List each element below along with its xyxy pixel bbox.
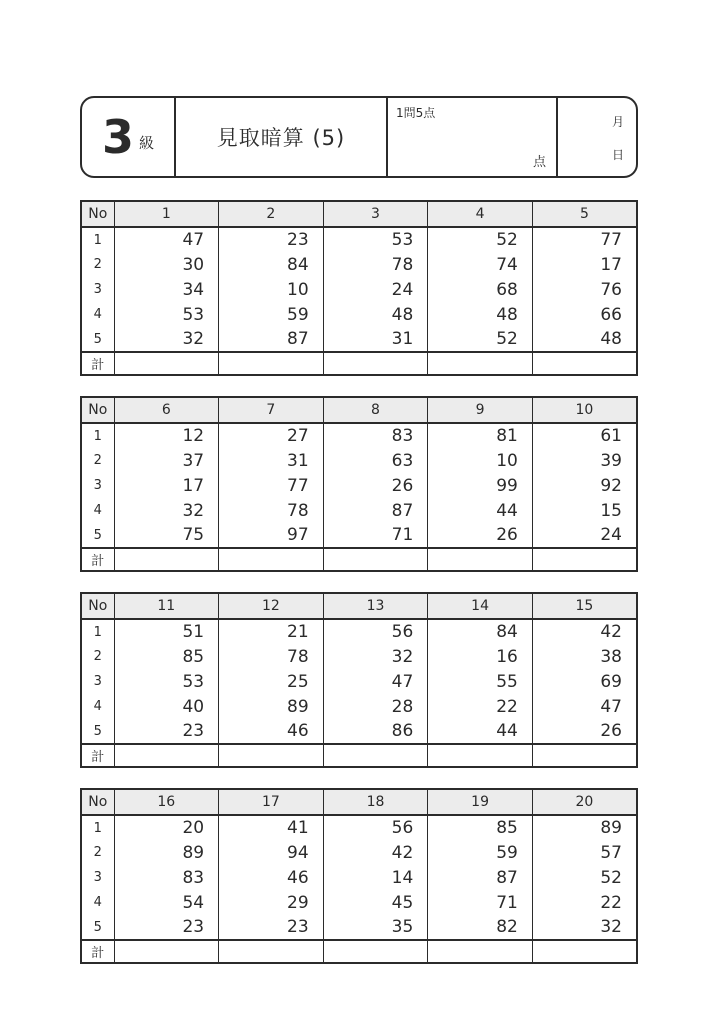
row-number-label: 4 (81, 302, 114, 327)
operand-value: 38 (532, 644, 637, 669)
table-row (81, 523, 637, 548)
row-number-label: 3 (81, 865, 114, 890)
problem-number-header: 8 (323, 397, 428, 423)
points-per-question-note: 1問5点 (396, 106, 436, 120)
level-cell (82, 98, 174, 176)
operand-value: 48 (323, 302, 428, 327)
row-number-label: 4 (81, 498, 114, 523)
operand-value: 25 (219, 669, 324, 694)
row-number-label: 5 (81, 719, 114, 744)
table-row (81, 423, 637, 448)
operand-value: 85 (428, 815, 533, 840)
row-number-label: 5 (81, 523, 114, 548)
operand-value: 44 (428, 498, 533, 523)
operand-value: 71 (428, 890, 533, 915)
operand-value: 46 (219, 865, 324, 890)
operand-value: 31 (323, 327, 428, 352)
no-column-header: No (81, 789, 114, 815)
operand-value: 10 (428, 448, 533, 473)
operand-value: 57 (532, 840, 637, 865)
operand-value: 24 (532, 523, 637, 548)
problem-number-header: 14 (428, 593, 533, 619)
operand-value: 48 (428, 302, 533, 327)
operand-value: 24 (323, 277, 428, 302)
operand-value: 44 (428, 719, 533, 744)
row-number-label: 5 (81, 327, 114, 352)
answer-cell (532, 352, 637, 375)
table-row (81, 473, 637, 498)
operand-value: 27 (219, 423, 324, 448)
operand-value: 34 (114, 277, 219, 302)
operand-value: 23 (219, 915, 324, 940)
table-row (81, 915, 637, 940)
operand-value: 41 (219, 815, 324, 840)
table-row (81, 890, 637, 915)
problem-number-header: 6 (114, 397, 219, 423)
operand-value: 84 (219, 252, 324, 277)
problem-number-header: 5 (532, 201, 637, 227)
answer-cell (532, 548, 637, 571)
no-column-header: No (81, 593, 114, 619)
operand-value: 89 (532, 815, 637, 840)
month-label: 月 (611, 115, 624, 129)
operand-value: 56 (323, 619, 428, 644)
operand-value: 20 (114, 815, 219, 840)
operand-value: 92 (532, 473, 637, 498)
answer-cell (428, 548, 533, 571)
operand-value: 82 (428, 915, 533, 940)
row-number-label: 2 (81, 448, 114, 473)
operand-value: 54 (114, 890, 219, 915)
operand-value: 63 (323, 448, 428, 473)
answer-cell (323, 940, 428, 963)
answer-cell (219, 548, 324, 571)
answer-cell (532, 940, 637, 963)
operand-value: 52 (532, 865, 637, 890)
operand-value: 37 (114, 448, 219, 473)
operand-value: 32 (114, 498, 219, 523)
operand-value: 30 (114, 252, 219, 277)
total-row-label: 計 (81, 940, 114, 963)
operand-value: 47 (323, 669, 428, 694)
operand-value: 61 (532, 423, 637, 448)
problem-table-2 (80, 396, 638, 572)
problem-number-header: 17 (219, 789, 324, 815)
problem-number-header: 13 (323, 593, 428, 619)
operand-value: 94 (219, 840, 324, 865)
answer-cell (323, 352, 428, 375)
operand-value: 46 (219, 719, 324, 744)
problem-number-header: 15 (532, 593, 637, 619)
problem-table-1 (80, 200, 638, 376)
operand-value: 42 (532, 619, 637, 644)
table-header-row (81, 593, 637, 619)
total-row (81, 940, 637, 963)
answer-cell (532, 744, 637, 767)
problem-number-header: 2 (219, 201, 324, 227)
table-header-row (81, 397, 637, 423)
answer-cell (114, 940, 219, 963)
problem-number-header: 16 (114, 789, 219, 815)
operand-value: 71 (323, 523, 428, 548)
worksheet-header (80, 96, 638, 178)
problem-number-header: 1 (114, 201, 219, 227)
problem-number-header: 7 (219, 397, 324, 423)
operand-value: 10 (219, 277, 324, 302)
row-number-label: 2 (81, 252, 114, 277)
row-number-label: 3 (81, 277, 114, 302)
table-row (81, 840, 637, 865)
operand-value: 85 (114, 644, 219, 669)
row-number-label: 1 (81, 423, 114, 448)
answer-cell (114, 744, 219, 767)
no-column-header: No (81, 201, 114, 227)
answer-cell (114, 548, 219, 571)
answer-cell (219, 352, 324, 375)
operand-value: 87 (219, 327, 324, 352)
answer-cell (219, 744, 324, 767)
answer-cell (323, 744, 428, 767)
operand-value: 32 (323, 644, 428, 669)
operand-value: 16 (428, 644, 533, 669)
no-column-header: No (81, 397, 114, 423)
table-row (81, 252, 637, 277)
operand-value: 35 (323, 915, 428, 940)
operand-value: 23 (114, 915, 219, 940)
table-header-row (81, 789, 637, 815)
operand-value: 39 (532, 448, 637, 473)
operand-value: 87 (323, 498, 428, 523)
operand-value: 78 (219, 644, 324, 669)
row-number-label: 1 (81, 815, 114, 840)
operand-value: 23 (219, 227, 324, 252)
operand-value: 21 (219, 619, 324, 644)
operand-value: 87 (428, 865, 533, 890)
table-row (81, 619, 637, 644)
operand-value: 97 (219, 523, 324, 548)
operand-value: 28 (323, 694, 428, 719)
operand-value: 48 (532, 327, 637, 352)
operand-value: 15 (532, 498, 637, 523)
operand-value: 12 (114, 423, 219, 448)
operand-value: 77 (532, 227, 637, 252)
operand-value: 83 (323, 423, 428, 448)
operand-value: 83 (114, 865, 219, 890)
operand-value: 75 (114, 523, 219, 548)
total-row-label: 計 (81, 352, 114, 375)
table-row (81, 815, 637, 840)
operand-value: 66 (532, 302, 637, 327)
total-row (81, 352, 637, 375)
operand-value: 84 (428, 619, 533, 644)
operand-value: 26 (532, 719, 637, 744)
operand-value: 86 (323, 719, 428, 744)
operand-value: 31 (219, 448, 324, 473)
operand-value: 45 (323, 890, 428, 915)
problem-number-header: 4 (428, 201, 533, 227)
answer-cell (219, 940, 324, 963)
row-number-label: 1 (81, 619, 114, 644)
table-row (81, 644, 637, 669)
table-row (81, 448, 637, 473)
row-number-label: 2 (81, 840, 114, 865)
problem-table-4 (80, 788, 638, 964)
operand-value: 52 (428, 327, 533, 352)
operand-value: 26 (323, 473, 428, 498)
operand-value: 69 (532, 669, 637, 694)
problem-number-header: 10 (532, 397, 637, 423)
operand-value: 40 (114, 694, 219, 719)
answer-cell (428, 744, 533, 767)
answer-cell (428, 352, 533, 375)
operand-value: 51 (114, 619, 219, 644)
operand-value: 55 (428, 669, 533, 694)
operand-value: 77 (219, 473, 324, 498)
row-number-label: 5 (81, 915, 114, 940)
problem-number-header: 11 (114, 593, 219, 619)
row-number-label: 2 (81, 644, 114, 669)
problem-number-header: 3 (323, 201, 428, 227)
operand-value: 47 (114, 227, 219, 252)
total-row-label: 計 (81, 548, 114, 571)
points-unit-label: 点 (532, 155, 546, 170)
total-row (81, 744, 637, 767)
operand-value: 74 (428, 252, 533, 277)
table-row (81, 865, 637, 890)
day-label: 日 (611, 148, 624, 162)
page-title: 見取暗算 (5) (216, 126, 346, 150)
table-row (81, 277, 637, 302)
operand-value: 22 (428, 694, 533, 719)
operand-value: 26 (428, 523, 533, 548)
row-number-label: 4 (81, 694, 114, 719)
table-row (81, 719, 637, 744)
operand-value: 29 (219, 890, 324, 915)
operand-value: 17 (114, 473, 219, 498)
operand-value: 78 (323, 252, 428, 277)
operand-value: 76 (532, 277, 637, 302)
row-number-label: 3 (81, 473, 114, 498)
table-row (81, 327, 637, 352)
row-number-label: 3 (81, 669, 114, 694)
problem-number-header: 12 (219, 593, 324, 619)
operand-value: 68 (428, 277, 533, 302)
operand-value: 99 (428, 473, 533, 498)
problem-number-header: 9 (428, 397, 533, 423)
problem-number-header: 19 (428, 789, 533, 815)
operand-value: 52 (428, 227, 533, 252)
operand-value: 42 (323, 840, 428, 865)
operand-value: 59 (219, 302, 324, 327)
answer-cell (323, 548, 428, 571)
operand-value: 22 (532, 890, 637, 915)
worksheet-title-cell (174, 98, 386, 176)
date-cell (556, 98, 636, 176)
operand-value: 81 (428, 423, 533, 448)
operand-value: 89 (114, 840, 219, 865)
operand-value: 23 (114, 719, 219, 744)
table-header-row (81, 201, 637, 227)
level-suffix: 級 (139, 133, 155, 152)
operand-value: 32 (114, 327, 219, 352)
operand-value: 53 (114, 302, 219, 327)
operand-value: 59 (428, 840, 533, 865)
problem-table-3 (80, 592, 638, 768)
operand-value: 89 (219, 694, 324, 719)
row-number-label: 4 (81, 890, 114, 915)
table-row (81, 302, 637, 327)
score-cell (386, 98, 556, 176)
operand-value: 32 (532, 915, 637, 940)
table-row (81, 694, 637, 719)
operand-value: 47 (532, 694, 637, 719)
operand-value: 53 (114, 669, 219, 694)
total-row (81, 548, 637, 571)
table-row (81, 227, 637, 252)
operand-value: 56 (323, 815, 428, 840)
operand-value: 53 (323, 227, 428, 252)
total-row-label: 計 (81, 744, 114, 767)
problem-number-header: 18 (323, 789, 428, 815)
operand-value: 14 (323, 865, 428, 890)
table-row (81, 498, 637, 523)
operand-value: 17 (532, 252, 637, 277)
level-number: 3 (101, 110, 134, 164)
answer-cell (428, 940, 533, 963)
row-number-label: 1 (81, 227, 114, 252)
operand-value: 78 (219, 498, 324, 523)
table-row (81, 669, 637, 694)
answer-cell (114, 352, 219, 375)
problem-number-header: 20 (532, 789, 637, 815)
